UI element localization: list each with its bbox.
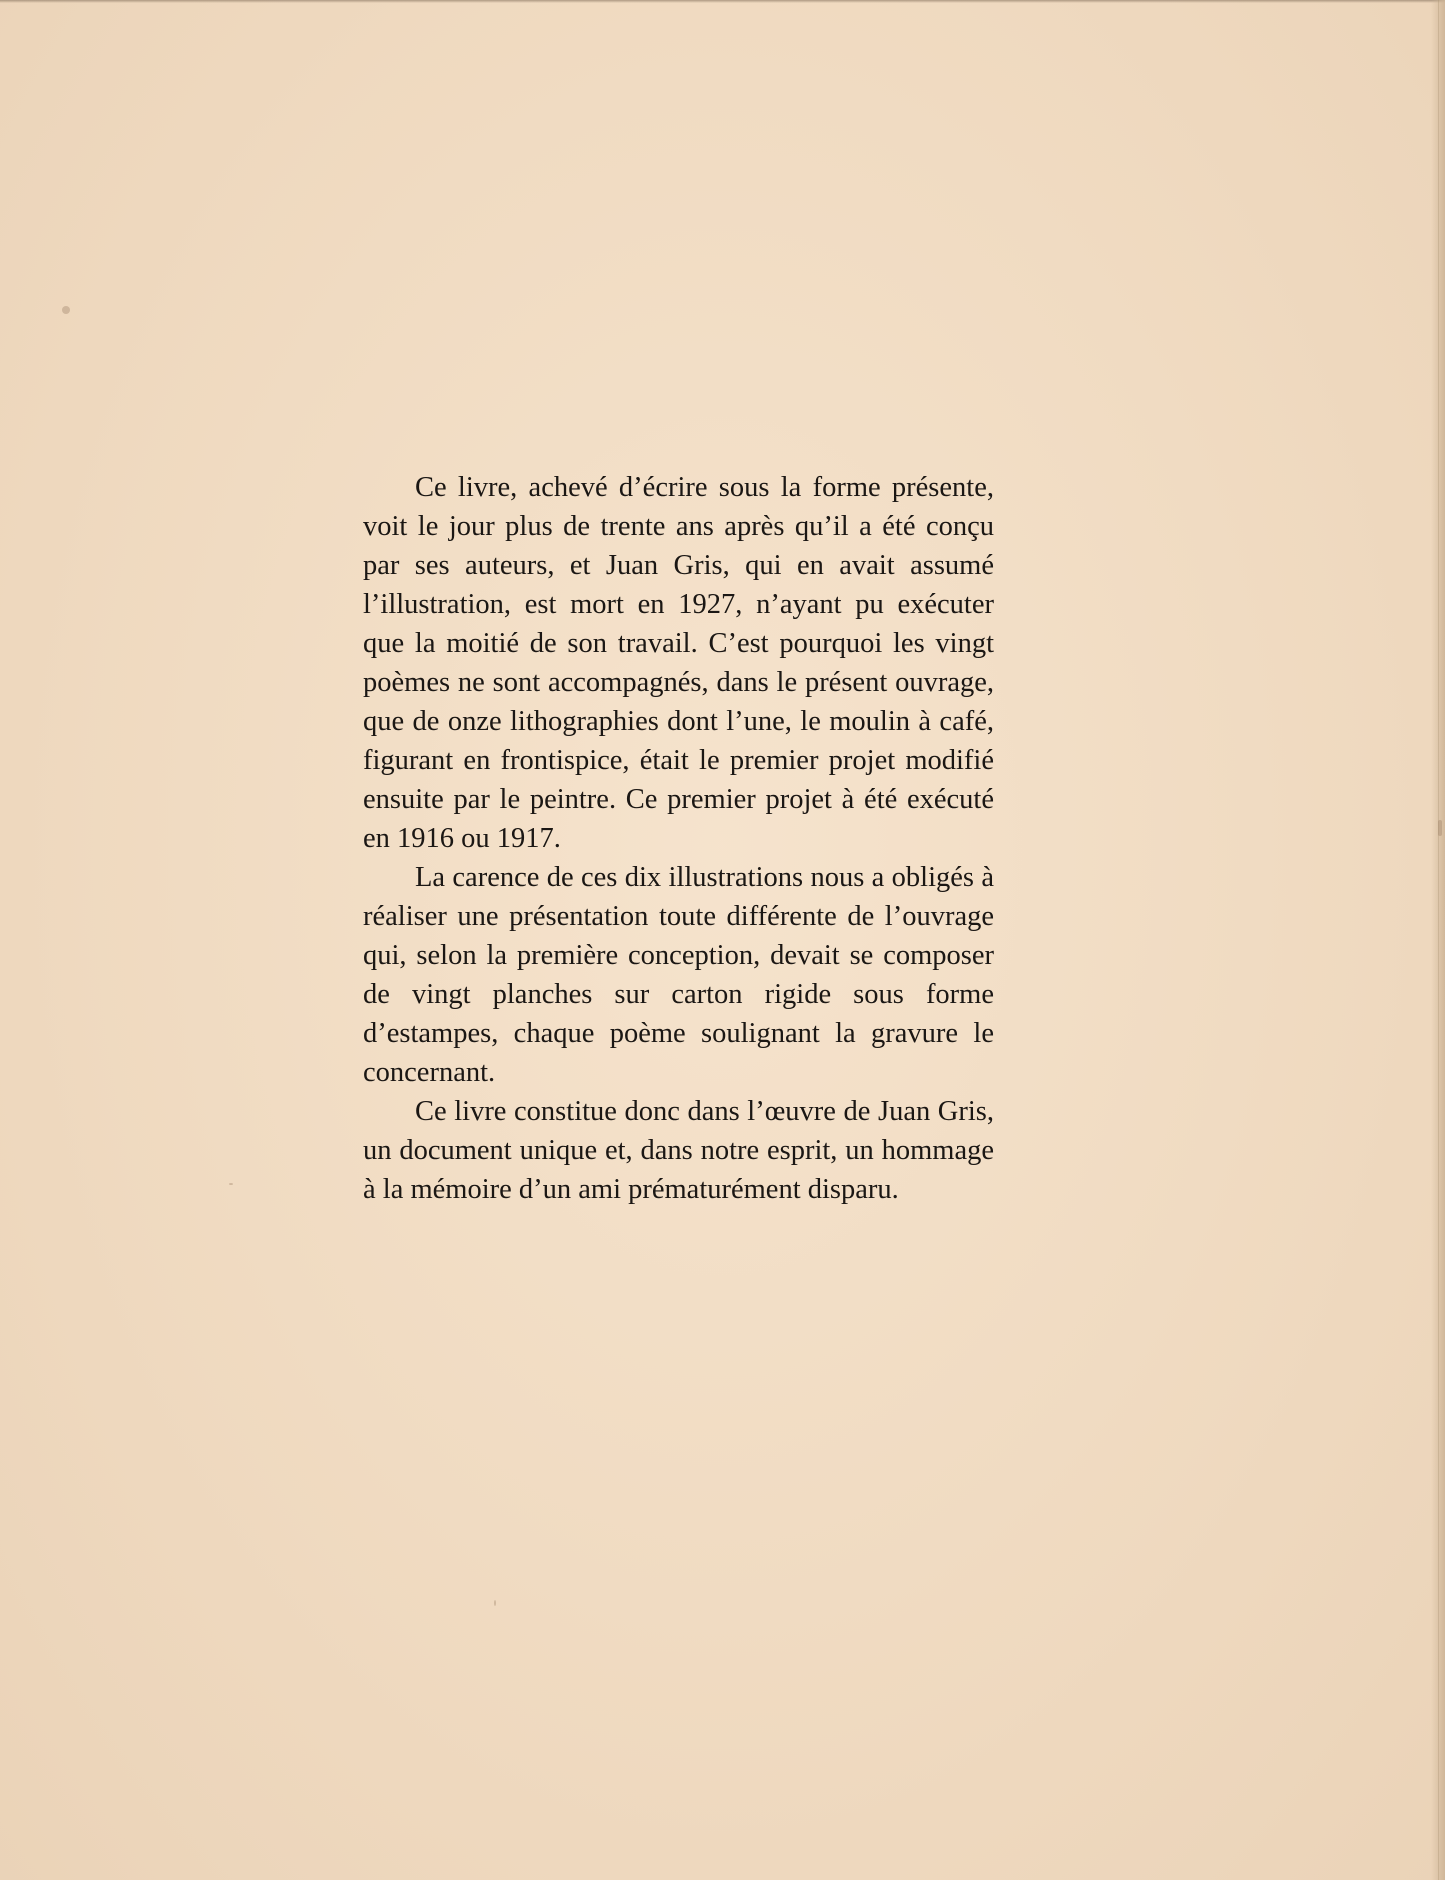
paper-speck xyxy=(229,1183,233,1185)
main-text-block xyxy=(363,468,994,1209)
paper-speck xyxy=(62,306,70,314)
paper-speck xyxy=(494,1600,496,1606)
paper-speck xyxy=(1438,820,1442,836)
top-page-edge xyxy=(0,0,1445,3)
right-fold-line xyxy=(1438,0,1439,1880)
paragraph-3: Ce livre constitue donc dans l’œuvre de Juan Gris, un document unique et, dans notre esprit, un hommage à la mémoire d’un ami prématurément disparu. xyxy=(363,1096,994,1205)
paragraph-1: Ce livre, achevé d’écrire sous la forme présente, voit le jour plus de trente ans après qu’il a été conçu par ses auteurs, et Juan Gris, qui en avait assumé l’illustration, est mort en 1927, n’ayant pu exécuter que la moitié de son travail. C’est pourquoi les vingt poèmes ne sont accompagnés, dans le présent ouvrage, que de onze lithographies dont l’une, le moulin à café, figurant en frontispice, était le premier projet modifié ensuite par le peintre. Ce premier projet à été exécuté en 1916 ou 1917. xyxy=(363,472,994,854)
paragraph-2: La carence de ces dix illustrations nous a obligés à réaliser une présentation toute différente de l’ouvrage qui, selon la première conception, devait se composer de vingt planches sur carton rigide sous forme d’estampes, chaque poème soulignant la gravure le concernant. xyxy=(363,862,994,1088)
